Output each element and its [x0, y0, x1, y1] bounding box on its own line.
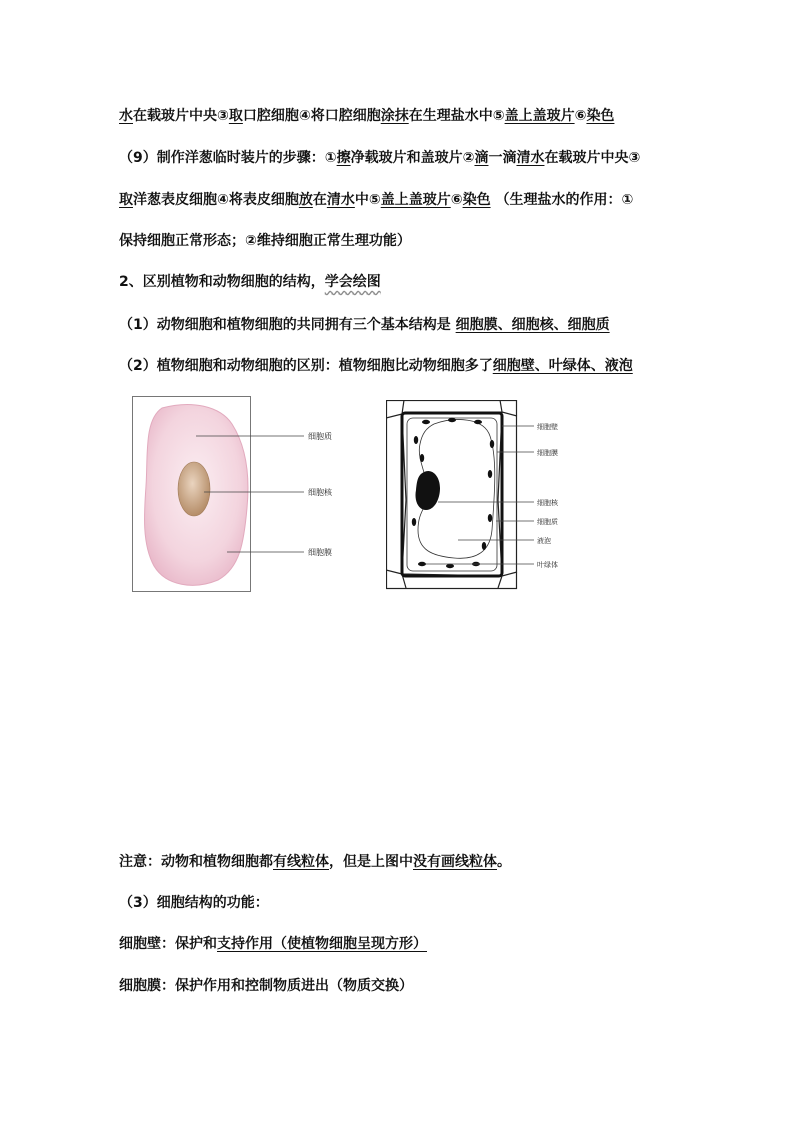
plant-label-cytoplasm: 细胞质	[537, 518, 558, 526]
plant-label-vacuole: 液泡	[537, 537, 551, 545]
animal-label-membrane: 细胞膜	[308, 548, 332, 557]
text-line-2	[119, 148, 640, 168]
text-run: 在载玻片中央③	[544, 150, 641, 166]
text-run: 注意：动物和植物细胞都	[119, 854, 273, 870]
underlined-text: 涂抹	[380, 108, 409, 124]
underlined-text: 擦	[336, 150, 351, 166]
text-run: 一滴	[488, 150, 517, 166]
text-run: 洋葱表皮细胞④将表皮细胞	[133, 192, 299, 208]
underlined-text: 学会绘图	[324, 274, 381, 290]
text-run: 在	[312, 192, 327, 208]
underlined-text: 水	[119, 108, 133, 124]
text-run: 保持细胞正常形态；②维持细胞正常生理功能）	[119, 233, 411, 249]
text-run: （生理盐水的作用：①	[490, 192, 634, 208]
text-run: 细胞膜：保护作用和控制物质进出（物质交换）	[119, 978, 413, 994]
text-run: 在载玻片中央③	[133, 108, 229, 124]
underlined-text: 细胞壁、叶绿体、液泡	[492, 358, 633, 374]
text-run: 净载玻片和盖玻片②	[350, 150, 475, 166]
text-line-3	[119, 190, 633, 210]
underlined-text: 盖上盖玻片	[504, 108, 575, 124]
underlined-text: 盖上盖玻片	[380, 192, 451, 208]
animal-label-nucleus: 细胞核	[308, 488, 332, 497]
underlined-text: 取	[119, 192, 133, 208]
underlined-text: 细胞膜、细胞核、细胞质	[455, 317, 610, 333]
section-heading-2	[119, 272, 381, 292]
text-run: 中⑤	[354, 192, 381, 208]
note-line-mitochondria	[119, 852, 511, 872]
underlined-text: 有线粒体	[273, 854, 329, 870]
text-line-common-structures	[119, 315, 610, 335]
underlined-text: 放	[298, 192, 313, 208]
plant-label-nucleus: 细胞核	[537, 499, 558, 507]
animal-label-cytoplasm: 细胞质	[308, 432, 332, 441]
plant-cell-figure	[386, 400, 586, 592]
underlined-text: 滴	[474, 150, 489, 166]
text-line-4	[119, 231, 411, 251]
underlined-text: 没有画线粒体	[413, 854, 497, 870]
underlined-text: 支持作用（使植物细胞呈现方形）	[217, 936, 427, 952]
text-run: （9）制作洋葱临时装片的步骤：①	[119, 150, 337, 166]
underlined-text: 取	[228, 108, 243, 124]
animal-cell-nucleus-shape	[178, 462, 210, 516]
plant-label-chloroplast: 叶绿体	[537, 561, 558, 569]
text-line-differences	[119, 356, 633, 376]
animal-cell-figure	[132, 396, 352, 592]
underlined-text: 清水	[326, 192, 355, 208]
text-run: 细胞壁：保护和	[119, 936, 217, 952]
plant-label-membrane: 细胞膜	[537, 449, 558, 457]
underlined-text: 染色	[586, 108, 615, 124]
section-heading-3	[119, 893, 269, 913]
text-run: （2）植物细胞和动物细胞的区别：植物细胞比动物细胞多了	[119, 358, 493, 374]
text-run: ，但是上图中	[329, 854, 413, 870]
text-line-membrane-function	[119, 976, 413, 996]
text-run: 在生理盐水中⑤	[408, 108, 505, 124]
text-run: 2、区别植物和动物细胞的结构，	[119, 274, 325, 290]
text-line-cell-wall-function	[119, 934, 427, 954]
text-run: （3）细胞结构的功能：	[119, 895, 269, 911]
plant-label-cell-wall: 细胞壁	[537, 423, 558, 431]
text-run: ⑥	[450, 192, 463, 208]
text-line-1	[119, 106, 614, 126]
text-run: 。	[497, 854, 511, 870]
underlined-text: 染色	[462, 192, 491, 208]
text-run: 口腔细胞④将口腔细胞	[242, 108, 381, 124]
underlined-text: 清水	[516, 150, 545, 166]
text-run: （1）动物细胞和植物细胞的共同拥有三个基本结构是	[119, 317, 456, 333]
text-run: ⑥	[574, 108, 587, 124]
